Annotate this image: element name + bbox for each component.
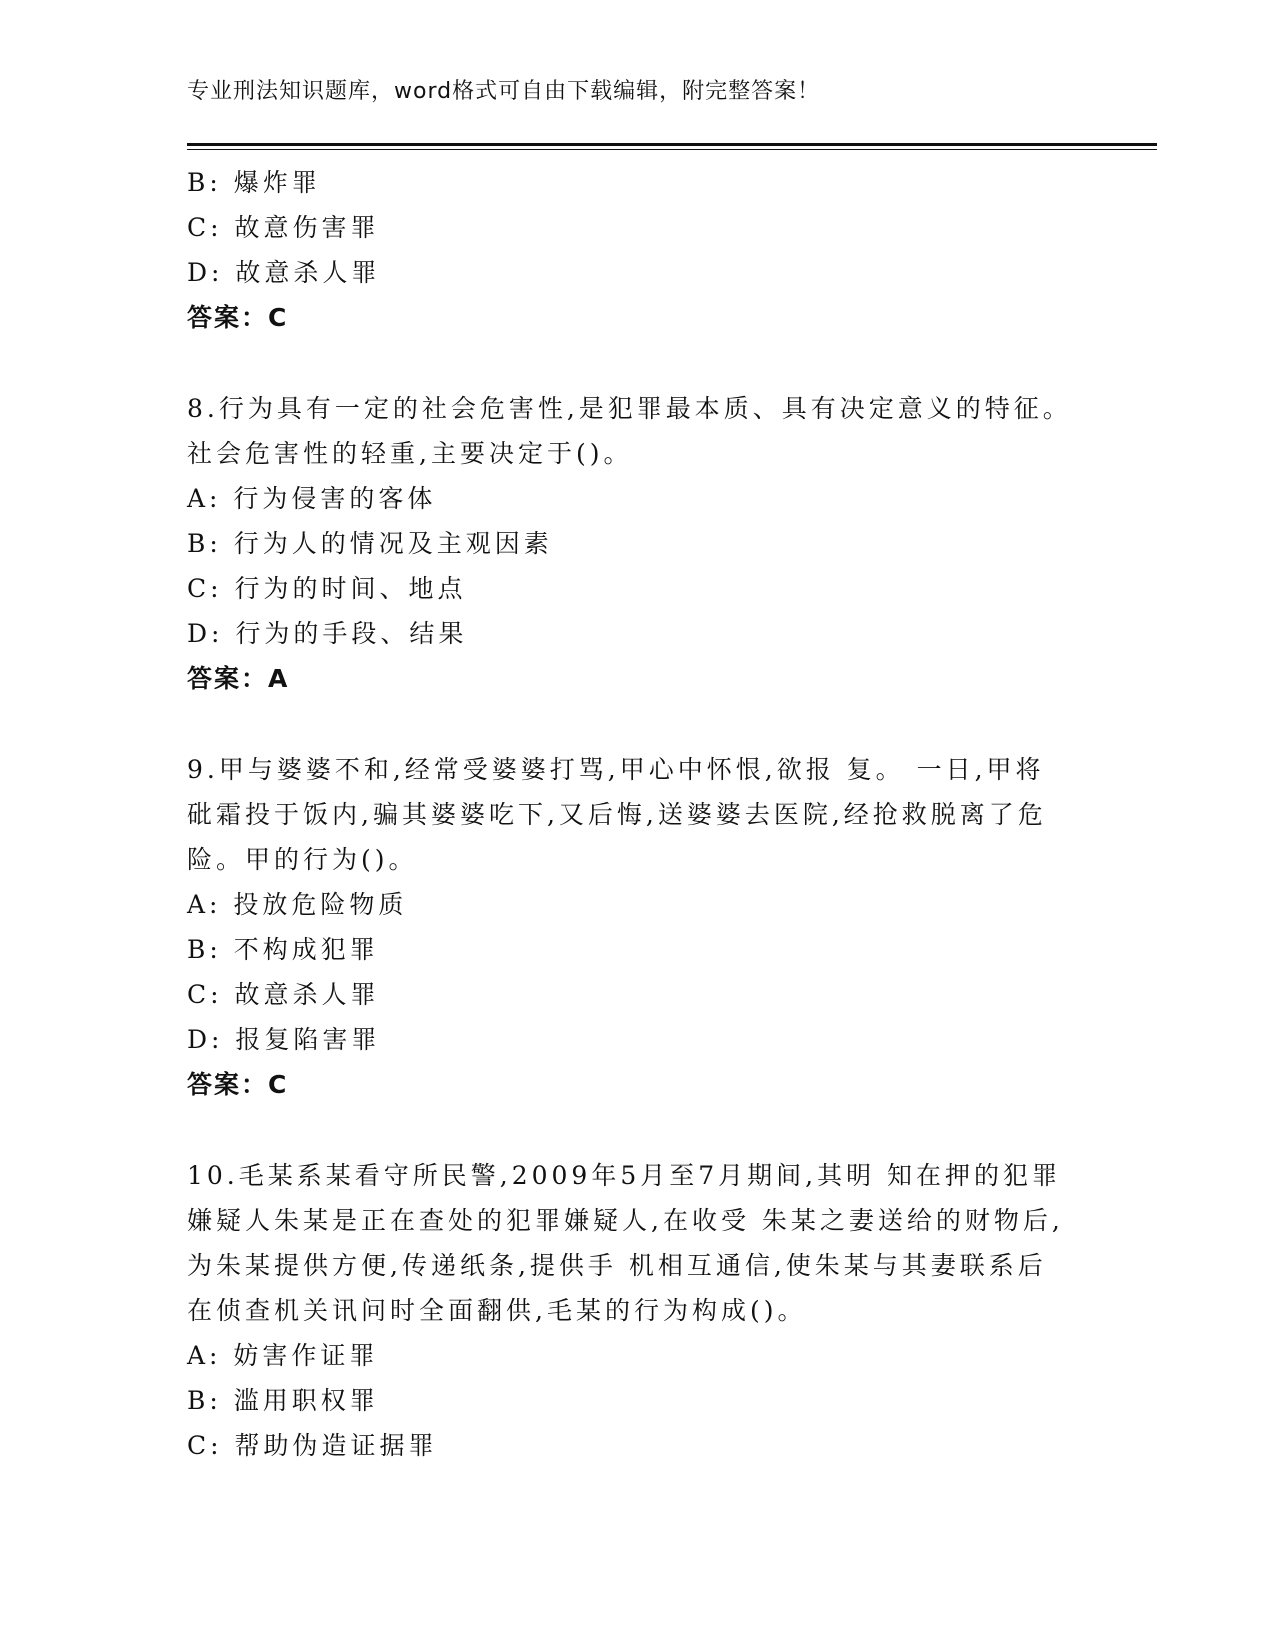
- question-content: [187, 160, 1087, 1468]
- option-a: A: 投放危险物质: [187, 890, 408, 919]
- question-9: [187, 747, 1087, 1107]
- header-divider: [187, 143, 1157, 150]
- question-stem-line: 8.行为具有一定的社会危害性,是犯罪最本质、具有决定意义的特征。: [187, 394, 1072, 423]
- question-8: [187, 386, 1087, 701]
- option-b: B: 行为人的情况及主观因素: [187, 529, 553, 558]
- page-header: 专业刑法知识题库，word格式可自由下载编辑，附完整答案！: [187, 79, 821, 104]
- spacer: [187, 1107, 1087, 1153]
- question-stem-line: 为朱某提供方便,传递纸条,提供手 机相互通信,使朱某与其妻联系后: [187, 1251, 1047, 1280]
- question-stem-line: 险。甲的行为()。: [187, 845, 418, 874]
- spacer: [187, 701, 1087, 747]
- option-d: D: 报复陷害罪: [187, 1025, 381, 1054]
- option-a: A: 行为侵害的客体: [187, 484, 437, 513]
- spacer: [187, 340, 1087, 386]
- option-d: D: 故意杀人罪: [187, 258, 381, 287]
- option-c: C: 行为的时间、地点: [187, 574, 467, 603]
- question-stem-line: 在侦查机关讯问时全面翻供,毛某的行为构成()。: [187, 1296, 807, 1325]
- answer-line: 答案：A: [187, 664, 290, 693]
- option-c: C: 故意伤害罪: [187, 213, 380, 242]
- question-7-tail: [187, 160, 1087, 340]
- question-stem-line: 社会危害性的轻重,主要决定于()。: [187, 439, 633, 468]
- option-b: B: 爆炸罪: [187, 168, 321, 197]
- answer-line: 答案：C: [187, 303, 289, 332]
- question-10: [187, 1153, 1087, 1468]
- answer-line: 答案：C: [187, 1070, 289, 1099]
- question-stem-line: 9.甲与婆婆不和,经常受婆婆打骂,甲心中怀恨,欲报 复。 一日,甲将: [187, 755, 1045, 784]
- option-c: C: 帮助伪造证据罪: [187, 1431, 438, 1460]
- option-d: D: 行为的手段、结果: [187, 619, 468, 648]
- option-a: A: 妨害作证罪: [187, 1341, 379, 1370]
- option-c: C: 故意杀人罪: [187, 980, 380, 1009]
- question-stem-line: 嫌疑人朱某是正在查处的犯罪嫌疑人,在收受 朱某之妻送给的财物后,: [187, 1206, 1064, 1235]
- option-b: B: 不构成犯罪: [187, 935, 379, 964]
- question-stem-line: 10.毛某系某看守所民警,2009年5月至7月期间,其明 知在押的犯罪: [187, 1161, 1062, 1190]
- question-stem-line: 砒霜投于饭内,骗其婆婆吃下,又后悔,送婆婆去医院,经抢救脱离了危: [187, 800, 1047, 829]
- option-b: B: 滥用职权罪: [187, 1386, 379, 1415]
